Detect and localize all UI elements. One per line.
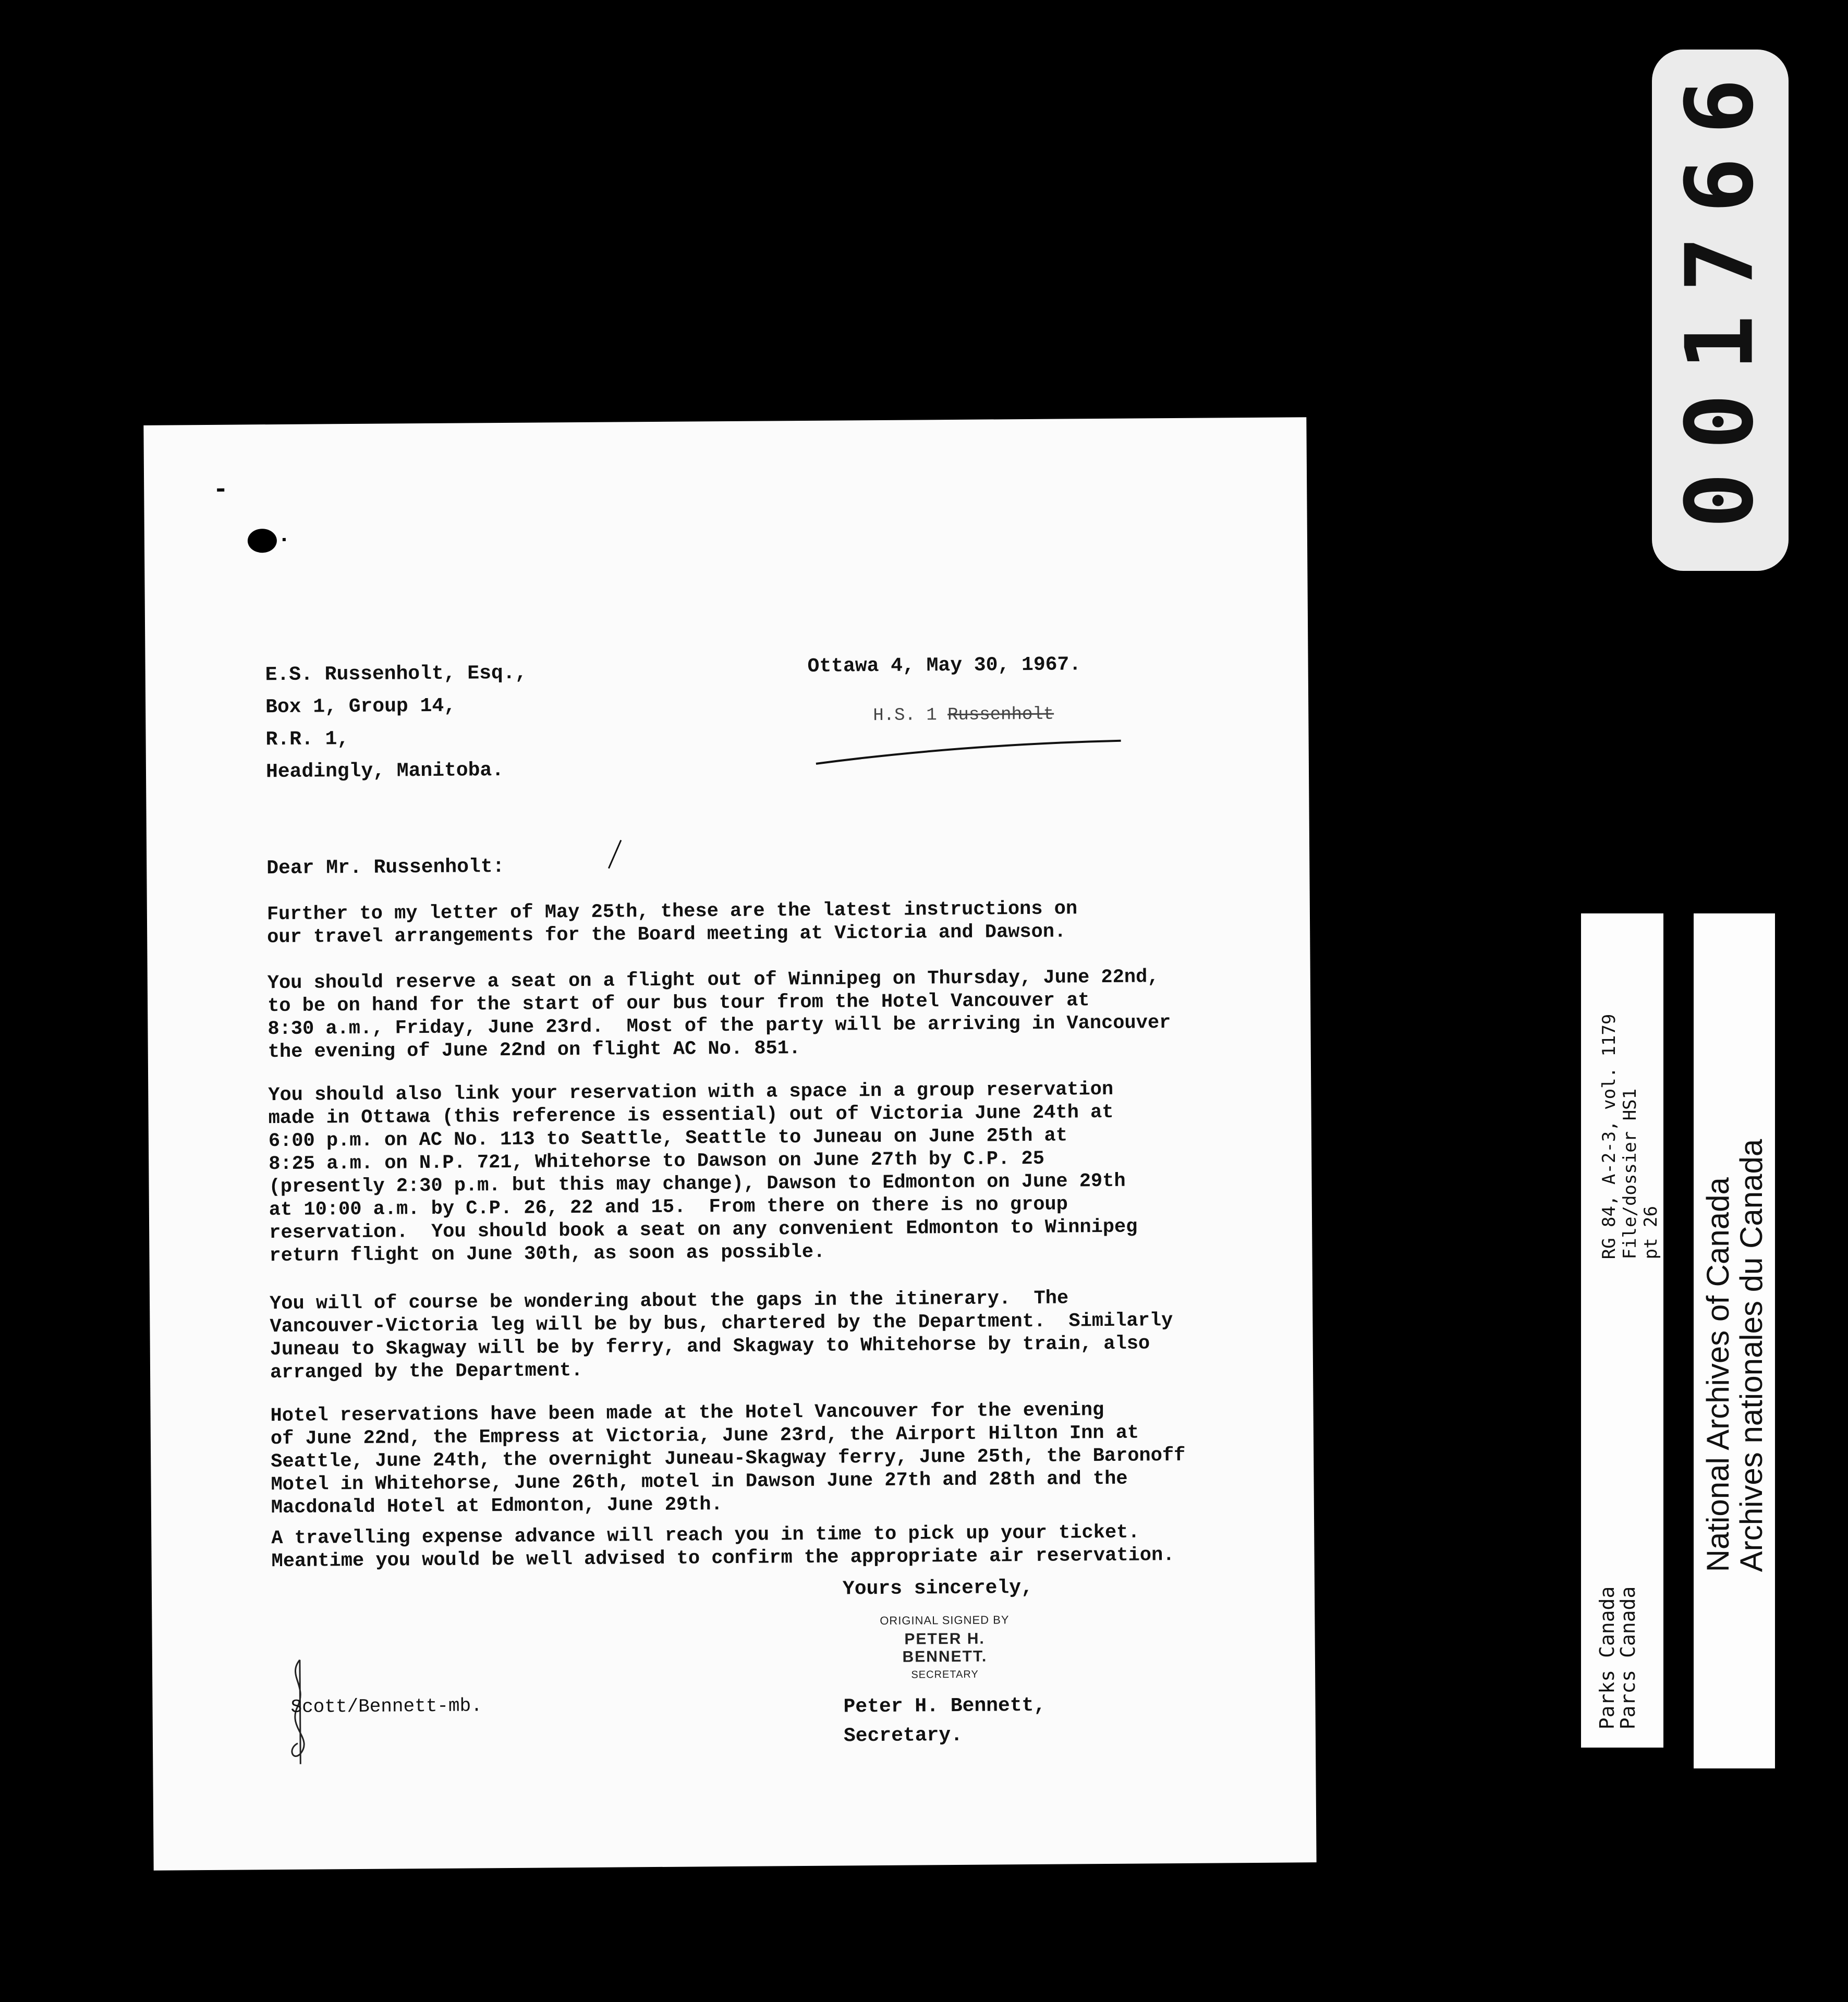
parks-canada-label [1597,1586,1638,1730]
text-line: 8:25 a.m. on N.P. 721, Whitehorse to Dawson on June 27th by C.P. 25 [269,1148,1045,1176]
text-line: the evening of June 22nd on flight AC No. 851. [268,1037,801,1064]
signature-block [843,1691,1045,1751]
archive-reference [1599,1014,1661,1260]
archive-reference-line: File/dossier HS1 [1620,1088,1640,1260]
pen-stroke [813,737,1126,770]
text-line: A travelling expense advance will reach you in time to pick up your ticket. [271,1521,1140,1550]
paragraph [268,1077,1286,1268]
addressee-line: Box 1, Group 14, [265,694,456,719]
text-line: Hotel reservations have been made at the Hotel Vancouver for the evening [270,1399,1104,1427]
signature-line: Secretary. [843,1724,963,1748]
national-archives-line: National Archives of Canada [1700,1177,1735,1572]
text-line: made in Ottawa (this reference is essential) out of Victoria June 24th at [268,1101,1114,1130]
paragraph [268,965,1285,1064]
text-line: arranged by the Department. [270,1359,583,1384]
text-line: Motel in Whitehorse, June 26th, motel in Dawson June 27th and 28th and the [271,1468,1128,1496]
signature-stamp [866,1613,1023,1681]
national-archives-label [1701,1139,1768,1572]
text-line: of June 22nd, the Empress at Victoria, June 23rd, the Airport Hilton Inn at [270,1422,1139,1450]
addressee-line: E.S. Russenholt, Esq., [265,662,527,687]
parks-canada-line: Parks Canada [1596,1586,1619,1730]
addressee-line: Headingly, Manitoba. [265,759,504,784]
archive-reference-line: RG 84, A-2-3, vol. 1179 [1599,1014,1620,1260]
punch-hole [248,529,277,553]
typist-initials: Scott/Bennett-mb. [290,1695,482,1718]
parks-canada-line: Parcs Canada [1616,1586,1639,1730]
text-line: at 10:00 a.m. by C.P. 26, 22 and 15. From there on there is no group [269,1193,1068,1222]
paragraph [267,896,1284,949]
text-line: return flight on June 30th, as soon as possible. [269,1241,825,1267]
stamp-title: SECRETARY [911,1668,979,1681]
text-line: Macdonald Hotel at Edmonton, June 29th. [271,1494,723,1519]
text-line: You should reserve a seat on a flight out of Winnipeg on Thursday, June 22nd, [267,966,1159,995]
text-line: Vancouver-Victoria leg will be by bus, chartered by the Department. Similarly [270,1310,1173,1338]
text-line: our travel arrangements for the Board meeting at Victoria and Dawson. [267,921,1066,949]
file-reference-prefix: H.S. 1 [873,705,937,726]
text-line: reservation. You should book a seat on any convenient Edmonton to Winnipeg [269,1216,1138,1244]
text-line: Juneau to Skagway will be by ferry, and Skagway to Whitehorse by train, also [270,1333,1150,1361]
paragraph [270,1398,1287,1520]
addressee-line: R.R. 1, [265,728,349,751]
archive-reference-line: pt 26 [1640,1206,1661,1260]
letter-date: Ottawa 4, May 30, 1967. [807,653,1081,678]
scan-mark [283,538,286,541]
signature-line: Peter H. Bennett, [843,1694,1046,1718]
stamp-name: PETER H. BENNETT. [902,1630,988,1666]
text-line: (presently 2:30 p.m. but this may change), Dawson to Edmonton on June 29th [269,1170,1126,1199]
letter-page [143,417,1316,1871]
closing: Yours sincerely, [842,1576,1033,1601]
text-line: Seattle, June 24th, the overnight Juneau-Skagway ferry, June 25th, the Baronoff [271,1444,1186,1473]
frame-number: 001766 [1665,55,1774,529]
text-line: to be on hand for the start of our bus tour from the Hotel Vancouver at [267,990,1090,1018]
text-line: You will of course be wondering about the gaps in the itinerary. The [269,1287,1069,1315]
addressee-block [265,657,527,788]
scan-mark [217,489,224,492]
salutation: Dear Mr. Russenholt: [266,856,505,880]
paragraph [271,1520,1288,1573]
text-line: Meantime you would be well advised to confirm the appropriate air reservation. [271,1544,1175,1573]
national-archives-line: Archives nationales du Canada [1734,1139,1769,1572]
paragraph [270,1286,1287,1385]
text-line: 6:00 p.m. on AC No. 113 to Seattle, Seattle to Juneau on June 25th at [268,1125,1068,1153]
text-line: 8:30 a.m., Friday, June 23rd. Most of the party will be arriving in Vancouver [268,1012,1171,1041]
text-line: You should also link your reservation with a space in a group reservation [268,1078,1114,1107]
pen-tick [605,839,626,870]
text-line: Further to my letter of May 25th, these are the latest instructions on [266,898,1078,926]
stamp-line: ORIGINAL SIGNED BY [880,1613,1010,1628]
file-reference [873,705,1054,726]
file-reference-struck: Russenholt [947,704,1054,726]
